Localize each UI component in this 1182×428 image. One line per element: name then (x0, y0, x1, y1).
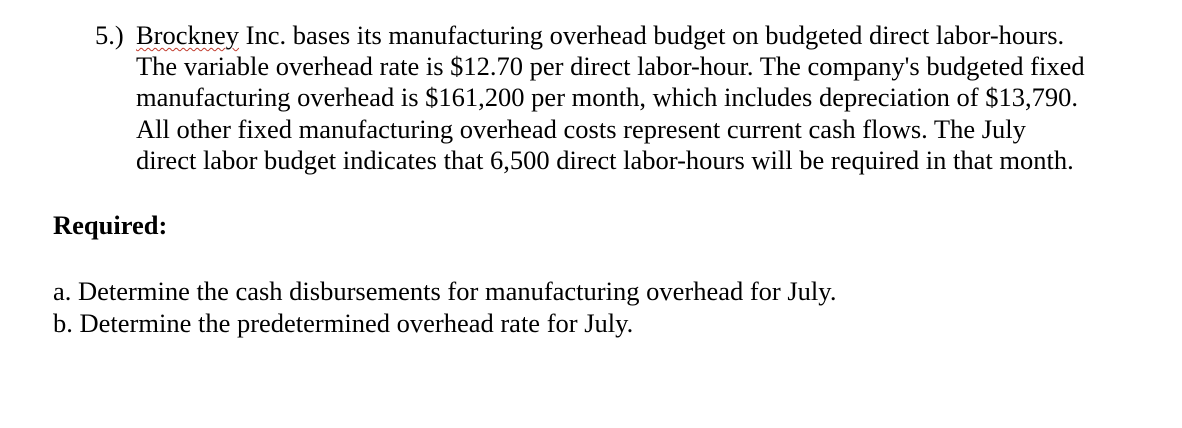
problem-line-3: manufacturing overhead is $161,200 per month, which includes depreciation of $13,790. (136, 82, 1078, 113)
required-item-a: a. Determine the cash disbursements for manufacturing overhead for July. (53, 276, 837, 306)
problem-line-4: All other fixed manufacturing overhead costs represent current cash flows. The July (136, 113, 1026, 144)
problem-line-2: The variable overhead rate is $12.70 per direct labor-hour. The company's budgeted fixed (136, 51, 1085, 82)
problem-statement (95, 20, 1175, 176)
required-heading: Required: (53, 210, 168, 240)
company-name: Brockney (136, 20, 240, 50)
problem-number: 5.) (95, 20, 124, 50)
required-item-b: b. Determine the predetermined overhead rate for July. (53, 307, 634, 338)
problem-line-5: direct labor budget indicates that 6,500 direct labor-hours will be required in that month. (136, 144, 1074, 175)
problem-line-1 (95, 20, 1175, 51)
required-list (53, 276, 836, 339)
problem-text: Inc. bases its manufacturing overhead budget on budgeted direct labor-hours. (239, 20, 1065, 50)
